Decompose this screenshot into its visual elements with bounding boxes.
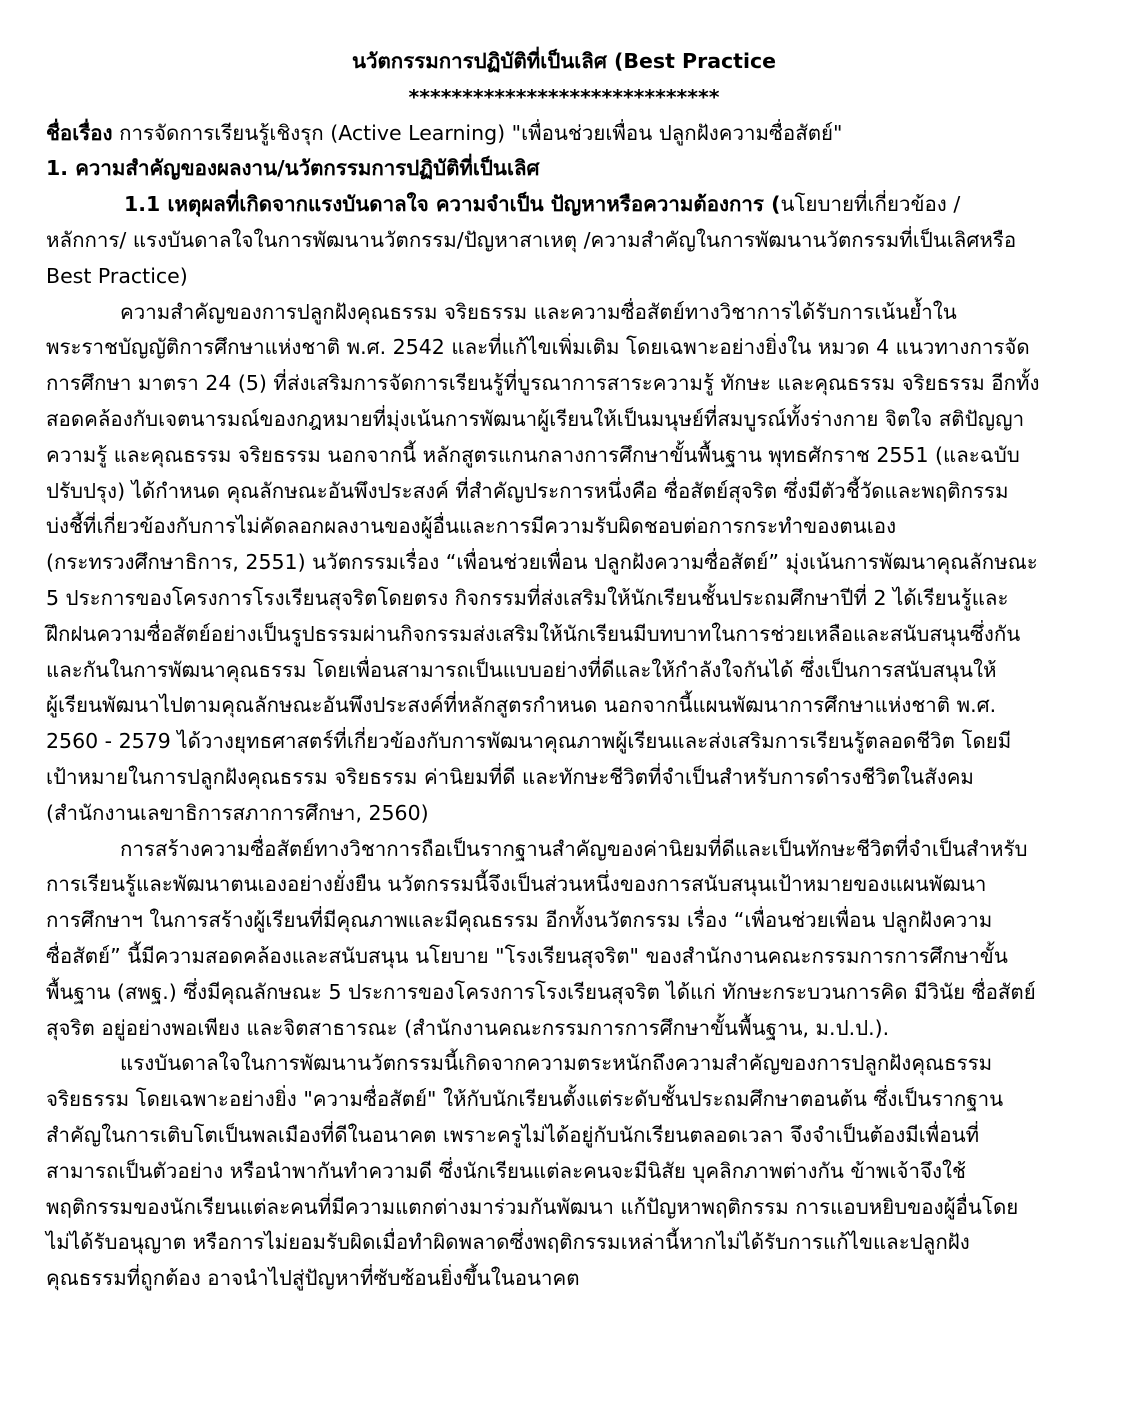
paragraph-line: 2560 - 2579 ได้วางยุทธศาสตร์ที่เกี่ยวข้องกับการพัฒนาคุณภาพผู้เรียนและส่งเสริมการเรียนรู้ตลอดชีวิต โดยมี: [46, 729, 1012, 754]
paragraph-line: การศึกษา มาตรา 24 (5) ที่ส่งเสริมการจัดการเรียนรู้ที่บูรณาการสาระความรู้ ทักษะ และคุณธรรม จริยธรรม อีกทั้ง: [46, 371, 1040, 396]
paragraph-line: การเรียนรู้และพัฒนาตนเองอย่างยั่งยืน นวัตกรรมนี้จึงเป็นส่วนหนึ่งของการสนับสนุนเป้าหมายของแผนพัฒนา: [46, 872, 987, 897]
paragraph-1: [46, 295, 1082, 832]
paragraph-line: ความสำคัญของการปลูกฝังคุณธรรม จริยธรรม และความซื่อสัตย์ทางวิชาการได้รับการเน้นย้ำใน: [120, 299, 957, 324]
paragraph-line: ฝึกฝนความซื่อสัตย์อย่างเป็นรูปธรรมผ่านกิจกรรมส่งเสริมให้นักเรียนมีบทบาทในการช่วยเหลือและสนับสนุนซึ่งกัน: [46, 621, 1021, 646]
paragraph-2: [46, 832, 1082, 1047]
paragraph-line: การสร้างความซื่อสัตย์ทางวิชาการถือเป็นรากฐานสำคัญของค่านิยมที่ดีและเป็นทักษะชีวิตที่จำเป็นสำหรับ: [120, 836, 1028, 861]
paragraph-line: ซื่อสัตย์” นี้มีความสอดคล้องและสนับสนุน นโยบาย "โรงเรียนสุจริต" ของสำนักงานคณะกรรมการการศึกษาขั้น: [46, 943, 1008, 968]
paragraph-line: (สำนักงานเลขาธิการสภาการศึกษา, 2560): [46, 800, 429, 825]
paragraph-line: บ่งชี้ที่เกี่ยวข้องกับการไม่คัดลอกผลงานของผู้อื่นและการมีความรับผิดชอบต่อการกระทำของตนเอง: [46, 514, 897, 539]
subsection-1-1-line-1: [46, 187, 1082, 223]
subject-label: ชื่อเรื่อง: [46, 120, 113, 145]
paragraph-line: (กระทรวงศึกษาธิการ, 2551) นวัตกรรมเรื่อง “เพื่อนช่วยเพื่อน ปลูกฝังความซื่อสัตย์” มุ่งเน้นการพัฒนาคุณลักษณะ: [46, 550, 1038, 575]
subsection-1-1-line-3: Best Practice): [46, 263, 188, 288]
paragraph-line: สอดคล้องกับเจตนารมณ์ของกฎหมายที่มุ่งเน้นการพัฒนาผู้เรียนให้เป็นมนุษย์ที่สมบูรณ์ทั้งร่างกาย จิตใจ สติปัญญา: [46, 406, 1025, 431]
paragraph-3: [46, 1046, 1082, 1297]
paragraph-line: คุณธรรมที่ถูกต้อง อาจนำไปสู่ปัญหาที่ซับซ้อนยิ่งขึ้นในอนาคต: [46, 1266, 580, 1291]
paragraph-line: ความรู้ และคุณธรรม จริยธรรม นอกจากนี้ หลักสูตรแกนกลางการศึกษาขั้นพื้นฐาน พุทธศักราช 2551 (และฉบับ: [46, 442, 1020, 467]
title-divider: *****************************: [408, 84, 720, 109]
paragraph-line: เป้าหมายในการปลูกฝังคุณธรรม จริยธรรม ค่านิยมที่ดี และทักษะชีวิตที่จำเป็นสำหรับการดำรงชีวิตในสังคม: [46, 764, 974, 789]
document-title: นวัตกรรมการปฏิบัติที่เป็นเลิศ (Best Practice: [351, 49, 777, 73]
paragraph-line: แรงบันดาลใจในการพัฒนานวัตกรรมนี้เกิดจากความตระหนักถึงความสำคัญของการปลูกฝังคุณธรรม: [120, 1051, 993, 1076]
paragraph-line: พื้นฐาน (สพฐ.) ซึ่งมีคุณลักษณะ 5 ประการของโครงการโรงเรียนสุจริต ได้แก่ ทักษะกระบวนการคิด มีวินัย ซื่อสัตย์: [46, 979, 1036, 1004]
subsection-1-1-line-2: หลักการ/ แรงบันดาลใจในการพัฒนานวัตกรรม/ปัญหาสาเหตุ /ความสำคัญในการพัฒนานวัตกรรมที่เป็นเลิศหรือ: [46, 227, 1017, 252]
paragraph-line: สำคัญในการเติบโตเป็นพลเมืองที่ดีในอนาคต เพราะครูไม่ได้อยู่กับนักเรียนตลอดเวลา จึงจำเป็นต้องมีเพื่อนที่: [46, 1122, 980, 1147]
paragraph-line: สามารถเป็นตัวอย่าง หรือนำพากันทำความดี ซึ่งนักเรียนแต่ละคนจะมีนิสัย บุคลิกภาพต่างกัน ข้าพเจ้าจึงใช้: [46, 1158, 966, 1183]
paragraph-line: ปรับปรุง) ได้กำหนด คุณลักษณะอันพึงประสงค์ ที่สำคัญประการหนึ่งคือ ซื่อสัตย์สุจริต ซึ่งมีตัวชี้วัดและพฤติกรรม: [46, 478, 1009, 503]
paragraph-line: พฤติกรรมของนักเรียนแต่ละคนที่มีความแตกต่างมาร่วมกันพัฒนา แก้ปัญหาพฤติกรรม การแอบหยิบของผู้อื่นโดย: [46, 1194, 1019, 1219]
subject-text: การจัดการเรียนรู้เชิงรุก (Active Learning) "เพื่อนช่วยเพื่อน ปลูกฝังความซื่อสัตย์": [112, 120, 843, 145]
paragraph-line: สุจริต อยู่อย่างพอเพียง และจิตสาธารณะ (สำนักงานคณะกรรมการการศึกษาขั้นพื้นฐาน, ม.ป.ป.).: [46, 1015, 890, 1040]
subsection-1-1-heading: 1.1 เหตุผลที่เกิดจากแรงบันดาลใจ ความจำเป็น ปัญหาหรือความต้องการ (: [124, 192, 781, 217]
paragraph-line: พระราชบัญญัติการศึกษาแห่งชาติ พ.ศ. 2542 และที่แก้ไขเพิ่มเติม โดยเฉพาะอย่างยิ่งใน หมวด 4 แนวทางการจัด: [46, 335, 1030, 360]
section-1-heading: 1. ความสำคัญของผลงาน/นวัตกรรมการปฏิบัติที่เป็นเลิศ: [46, 156, 540, 181]
paragraph-line: การศึกษาฯ ในการสร้างผู้เรียนที่มีคุณภาพและมีคุณธรรม อีกทั้งนวัตกรรม เรื่อง “เพื่อนช่วยเพื่อน ปลูกฝังความ: [46, 908, 993, 933]
paragraph-line: ผู้เรียนพัฒนาไปตามคุณลักษณะอันพึงประสงค์ที่หลักสูตรกำหนด นอกจากนี้แผนพัฒนาการศึกษาแห่งชาติ พ.ศ.: [46, 693, 997, 718]
paragraph-line: 5 ประการของโครงการโรงเรียนสุจริตโดยตรง กิจกรรมที่ส่งเสริมให้นักเรียนชั้นประถมศึกษาปีที่ 2 ได้เรียนรู้และ: [46, 585, 1009, 610]
subsection-1-1-note: นโยบายที่เกี่ยวข้อง /: [780, 192, 961, 217]
paragraph-line: จริยธรรม โดยเฉพาะอย่างยิ่ง "ความซื่อสัตย์" ให้กับนักเรียนตั้งแต่ระดับชั้นประถมศึกษาตอนต้น ซึ่งเป็นรากฐาน: [46, 1087, 1004, 1112]
paragraph-line: ไม่ได้รับอนุญาต หรือการไม่ยอมรับผิดเมื่อทำผิดพลาดซึ่งพฤติกรรมเหล่านี้หากไม่ได้รับการแก้ไขและปลูกฝัง: [46, 1230, 970, 1255]
paragraph-line: และกันในการพัฒนาคุณธรรม โดยเพื่อนสามารถเป็นแบบอย่างที่ดีและให้กำลังใจกันได้ ซึ่งเป็นการสนับสนุนให้: [46, 657, 997, 682]
subject-line: [46, 116, 1082, 152]
